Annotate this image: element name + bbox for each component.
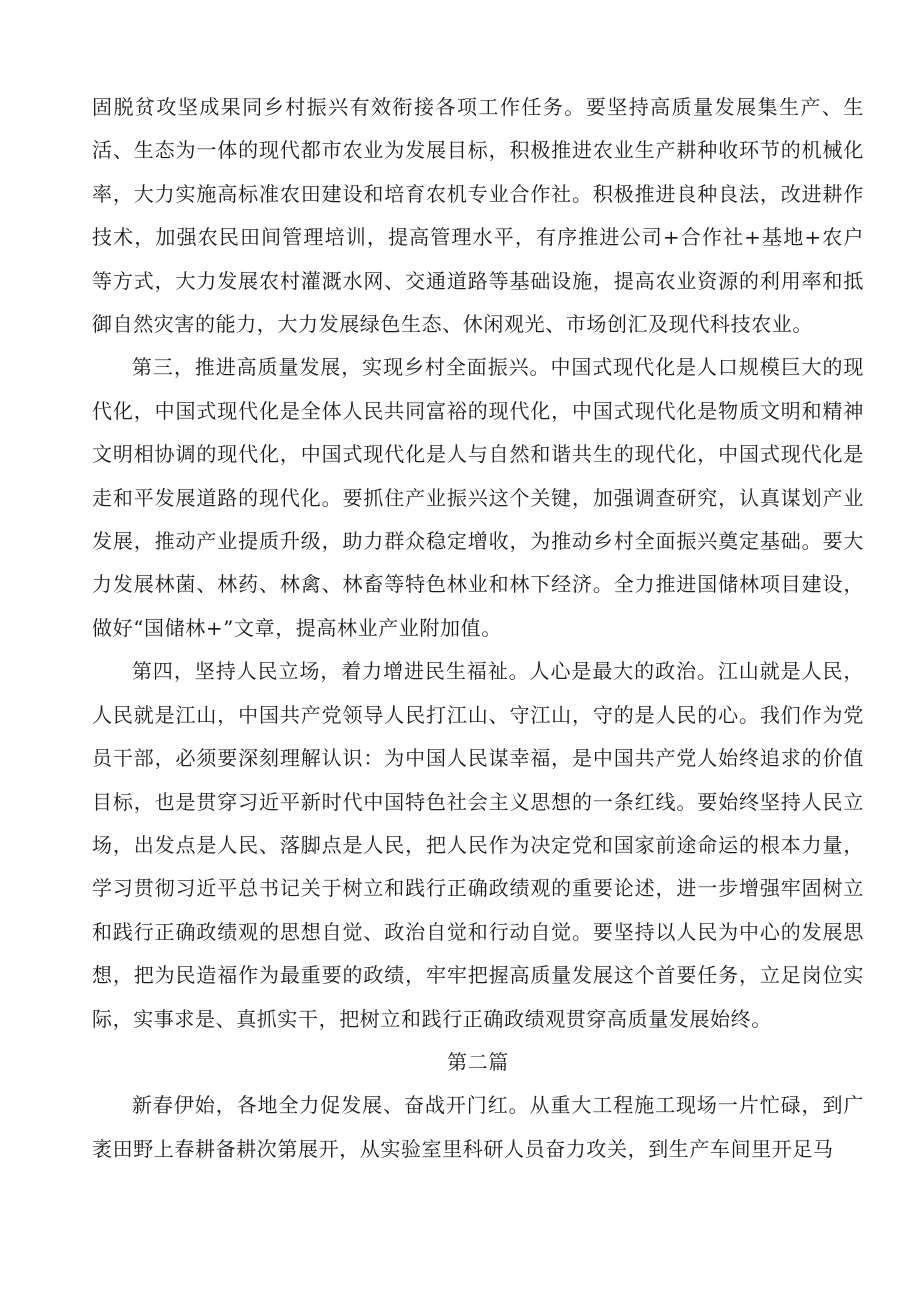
paragraph-2: 第三，推进高质量发展，实现乡村全面振兴。中国式现代化是人口规模巨大的现代化，中国式现代化是全体人民共同富裕的现代化，中国式现代化是物质文明和精神文明相协调的现代化，中国式现代化是人与自然和谐共生的现代化，中国式现代化是走和平发展道路的现代化。要抓住产业振兴这个关键，加强调查研究，认真谋划产业发展，推动产业提质升级，助力群众稳定增收，为推动乡村全面振兴奠定基础。要大力发展林菌、林药、林禽、林畜等特色林业和林下经济。全力推进国储林项目建设，做好“国储林+”文章，提高林业产业附加值。 bbox=[92, 355, 864, 640]
paragraph-3: 第四，坚持人民立场，着力增进民生福祉。人心是最大的政治。江山就是人民，人民就是江山，中国共产党领导人民打江山、守江山，守的是人民的心。我们作为党员干部，必须要深刻理解认识：为中国人民谋幸福，是中国共产党人始终追求的价值目标，也是贯穿习近平新时代中国特色社会主义思想的一条红线。要始终坚持人民立场，出发点是人民、落脚点是人民，把人民作为决定党和国家前途命运的根本力量，学习贯彻习近平总书记关于树立和践行正确政绩观的重要论述，进一步增强牢固树立和践行正确政绩观的思想自觉、政治自觉和行动自觉。要坚持以人民为中心的发展思想，把为民造福作为最重要的政绩，牢牢把握高质量发展这个首要任务，立足岗位实际，实事求是、真抓实干，把树立和践行正确政绩观贯穿高质量发展始终。 bbox=[92, 659, 864, 1031]
document-page bbox=[92, 86, 864, 1171]
paragraph-4: 新春伊始，各地全力促发展、奋战开门红。从重大工程施工现场一片忙碌，到广袤田野上春耕备耕次第展开，从实验室里科研人员奋力攻关，到生产车间里开足马 bbox=[92, 1093, 864, 1161]
paragraph-1: 固脱贫攻坚成果同乡村振兴有效衔接各项工作任务。要坚持高质量发展集生产、生活、生态为一体的现代都市农业为发展目标，积极推进农业生产耕种收环节的机械化率，大力实施高标准农田建设和培育农机专业合作社。积极推进良种良法，改进耕作技术，加强农民田间管理培训，提高管理水平，有序推进公司+合作社+基地+农户等方式，大力发展农村灌溉水网、交通道路等基础设施，提高农业资源的利用率和抵御自然灾害的能力，大力发展绿色生态、休闲观光、市场创汇及现代科技农业。 bbox=[92, 95, 864, 337]
section-title: 第二篇 bbox=[447, 1049, 509, 1074]
